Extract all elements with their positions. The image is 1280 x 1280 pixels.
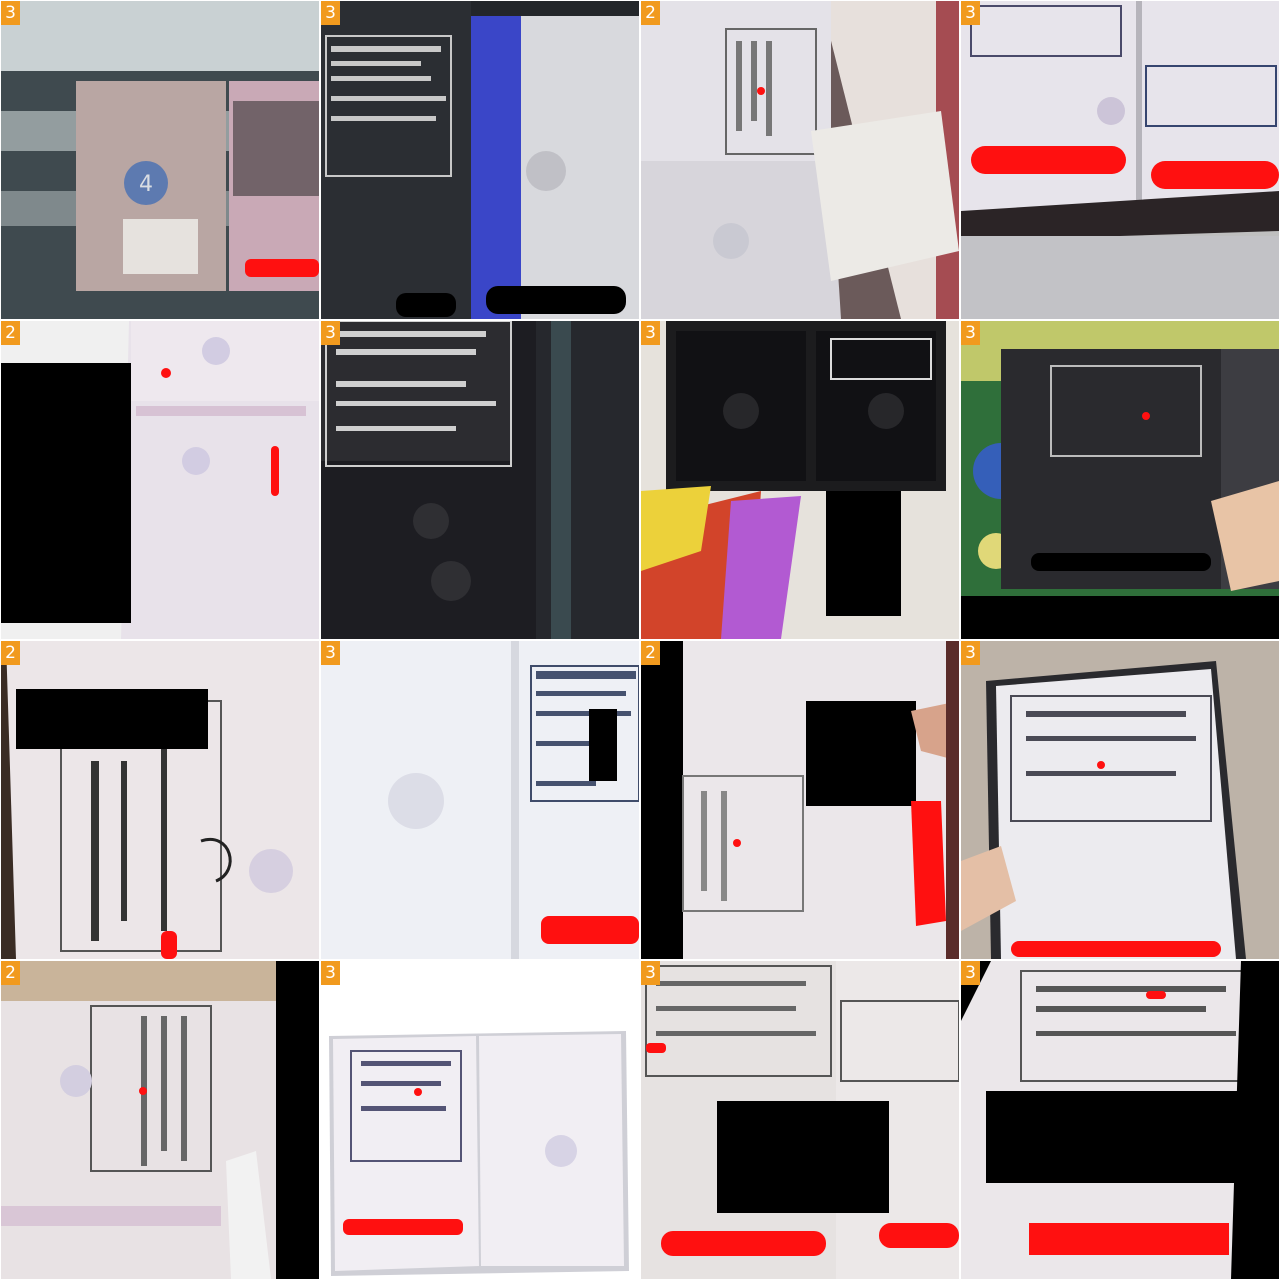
passport-photo <box>321 1 639 319</box>
passport-photo-tile <box>321 1 639 319</box>
count-badge: 3 <box>961 1 980 25</box>
passport-photo <box>321 321 639 639</box>
passport-photo <box>1 321 319 639</box>
count-badge: 3 <box>1 1 20 25</box>
passport-photo-tile <box>1 961 319 1279</box>
count-badge: 2 <box>641 1 660 25</box>
passport-photo <box>641 1 959 319</box>
passport-photo-tile <box>641 641 959 959</box>
passport-photo-tile <box>961 641 1279 959</box>
passport-photo-tile <box>641 321 959 639</box>
count-badge: 2 <box>641 641 660 665</box>
count-badge: 3 <box>321 1 340 25</box>
passport-photo <box>1 961 319 1279</box>
passport-photo-tile <box>321 641 639 959</box>
passport-photo-tile <box>321 321 639 639</box>
count-badge: 3 <box>641 321 660 345</box>
count-badge: 3 <box>321 321 340 345</box>
passport-photo <box>1 641 319 959</box>
passport-photo <box>321 641 639 959</box>
passport-photo-tile <box>641 1 959 319</box>
passport-photo-tile <box>961 321 1279 639</box>
count-badge: 3 <box>321 641 340 665</box>
count-badge: 3 <box>641 961 660 985</box>
passport-photo-tile <box>961 961 1279 1279</box>
passport-photo <box>961 641 1279 959</box>
svg-text:4: 4 <box>139 172 153 197</box>
count-badge: 3 <box>961 641 980 665</box>
count-badge: 2 <box>1 321 20 345</box>
passport-photo <box>961 961 1279 1279</box>
passport-photo <box>321 961 639 1279</box>
count-badge: 2 <box>1 641 20 665</box>
passport-photo <box>641 641 959 959</box>
count-badge: 3 <box>321 961 340 985</box>
passport-photo <box>961 321 1279 639</box>
passport-photo-tile <box>321 961 639 1279</box>
passport-photo <box>961 1 1279 319</box>
passport-photo-tile <box>1 321 319 639</box>
passport-photo <box>641 321 959 639</box>
passport-photo-tile <box>1 641 319 959</box>
count-badge: 2 <box>1 961 20 985</box>
passport-photo-tile <box>641 961 959 1279</box>
count-badge: 3 <box>961 321 980 345</box>
count-badge: 3 <box>961 961 980 985</box>
passport-photo-tile <box>1 1 319 319</box>
passport-photo <box>1 1 319 319</box>
passport-photo <box>641 961 959 1279</box>
passport-photo-tile <box>961 1 1279 319</box>
